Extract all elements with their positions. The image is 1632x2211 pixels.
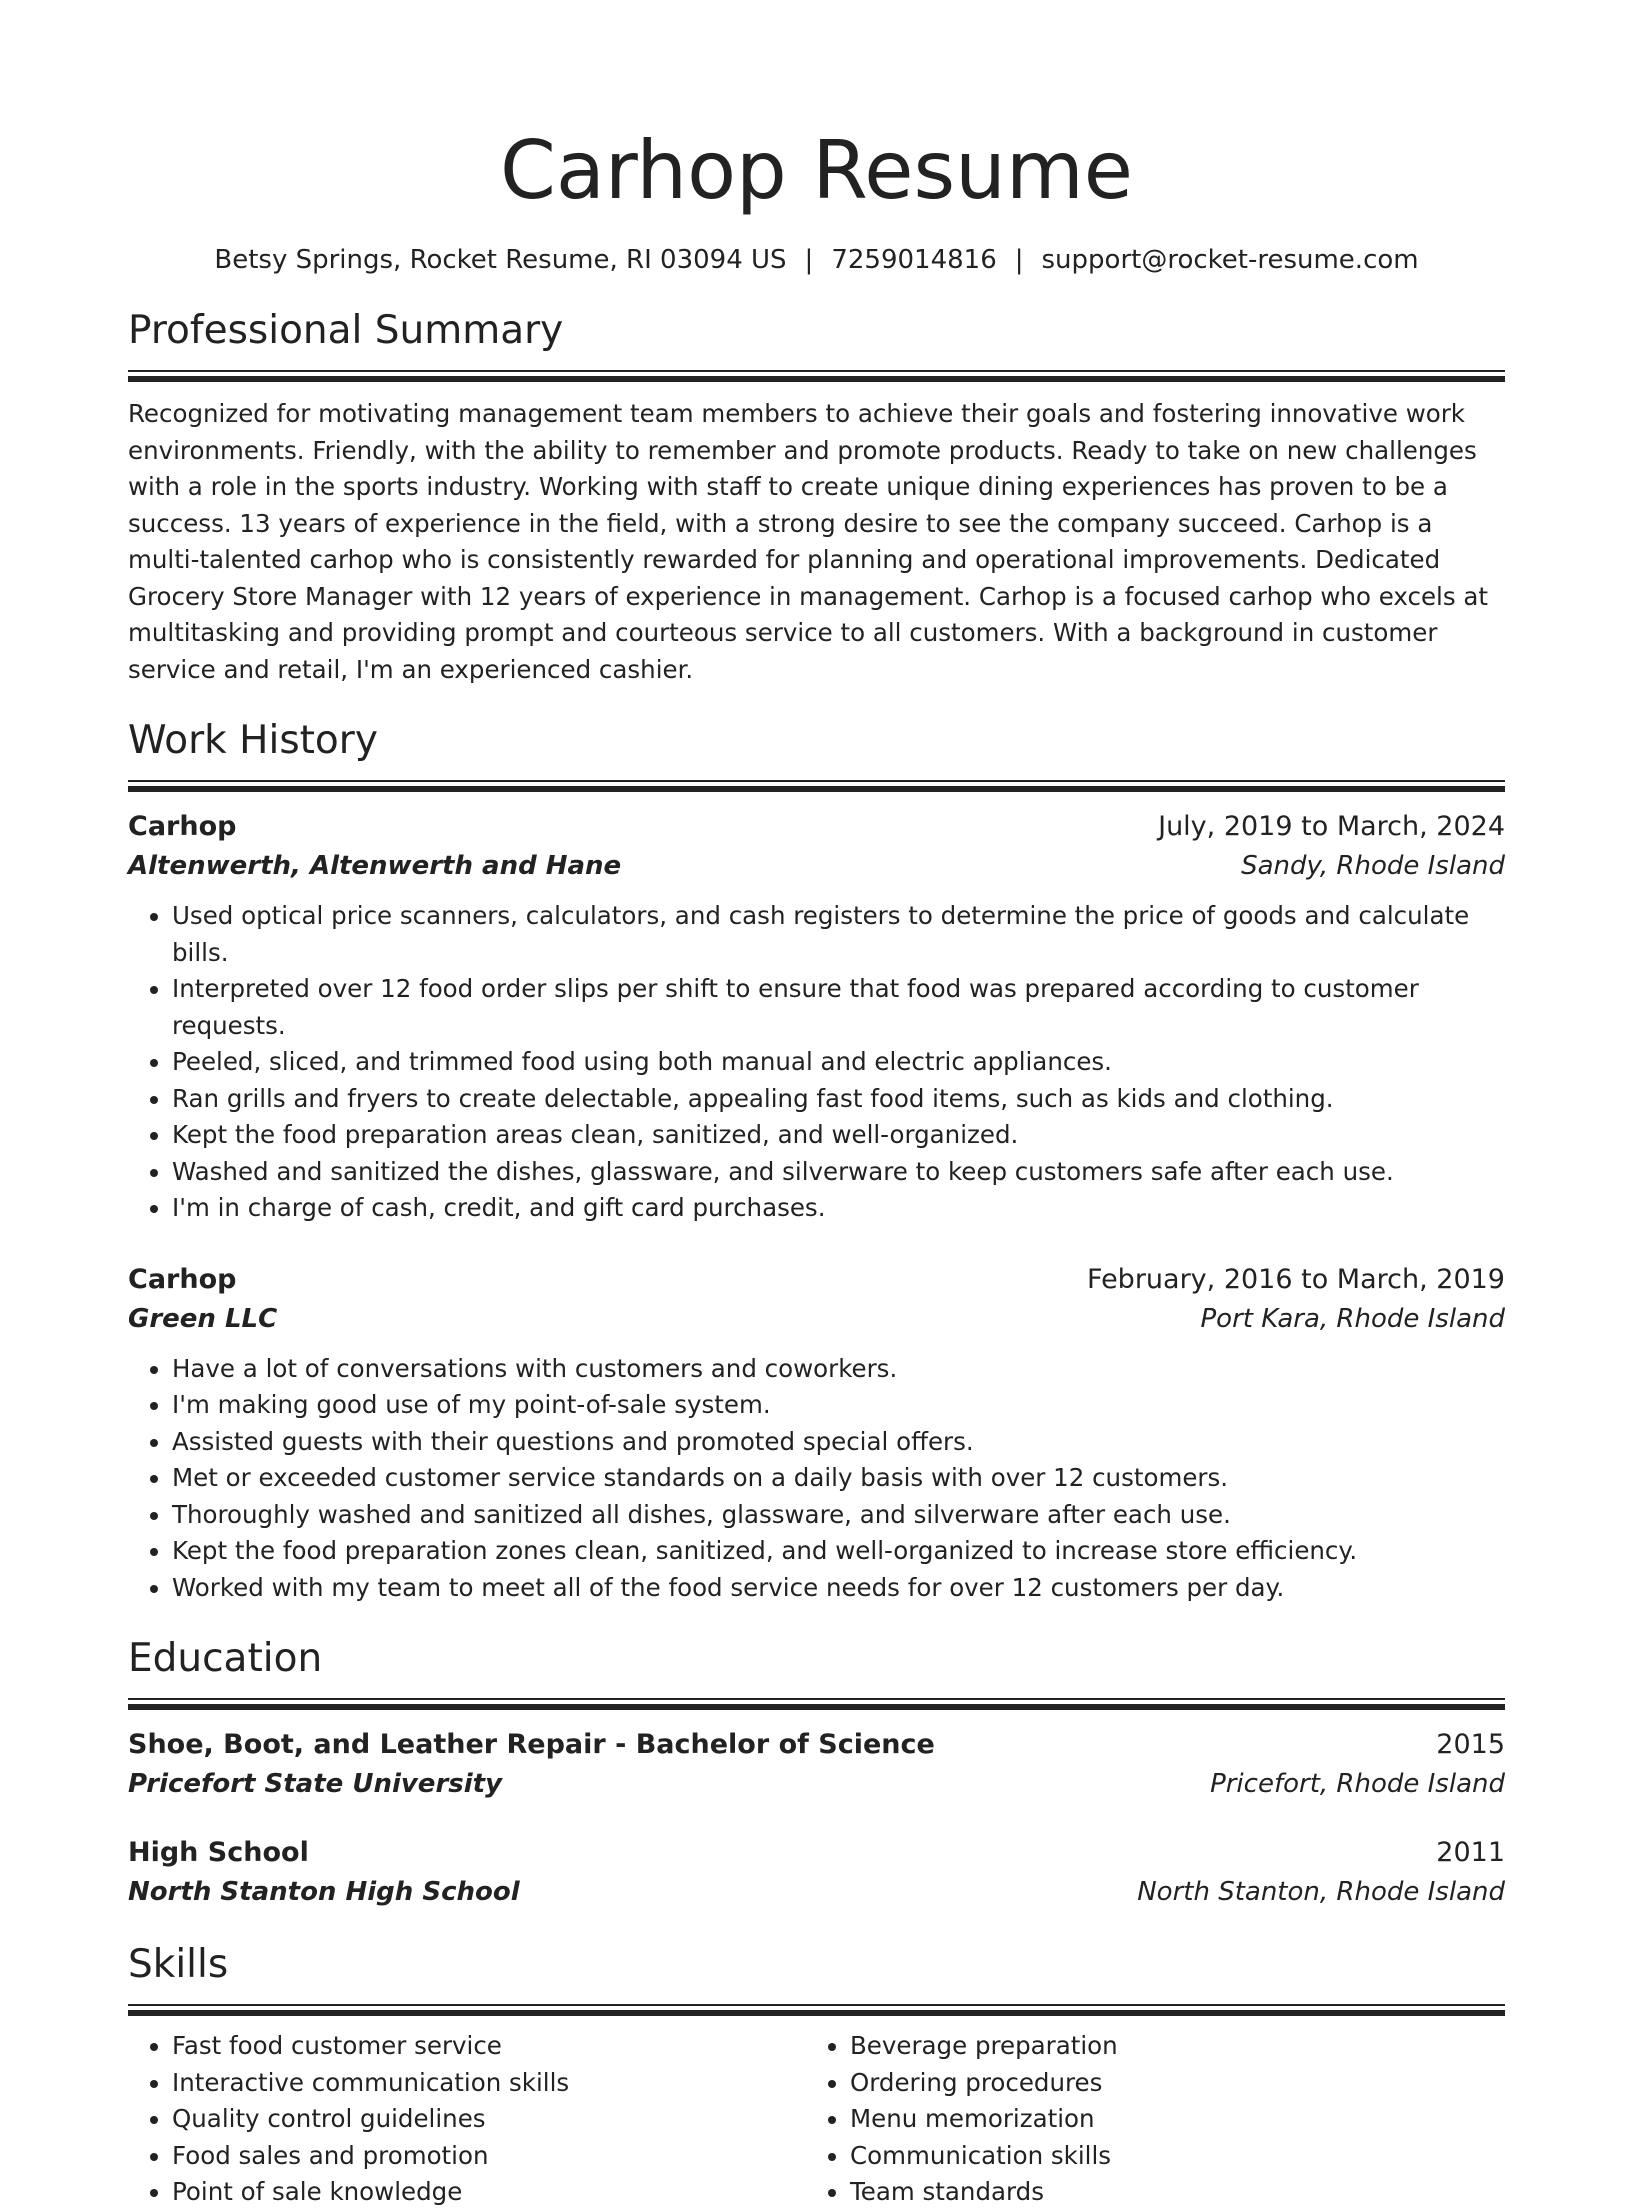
- skill-item: • Communication skills: [850, 2138, 1484, 2175]
- skill-item: • Interactive communication skills: [172, 2065, 806, 2102]
- contact-address: Betsy Springs, Rocket Resume, RI 03094 US: [214, 245, 787, 275]
- section-divider: [128, 370, 1505, 382]
- section-divider: [128, 780, 1505, 792]
- job-location: Sandy, Rhode Island: [1241, 851, 1505, 881]
- job-role: Carhop: [128, 811, 237, 842]
- list-item: • Used optical price scanners, calculators, and cash registers to determine the price of goods and calculate bills.: [172, 898, 1505, 971]
- list-item: • Washed and sanitized the dishes, glassware, and silverware to keep customers safe after each use.: [172, 1154, 1505, 1191]
- contact-line: [128, 242, 1505, 278]
- resume-title: Carhop Resume: [500, 124, 1133, 217]
- contact-email: support@rocket-resume.com: [1041, 245, 1419, 275]
- job-dates: February, 2016 to March, 2019: [1087, 1263, 1505, 1295]
- skill-item: • Point of sale knowledge: [172, 2174, 806, 2211]
- skill-item: • Beverage preparation: [850, 2028, 1484, 2065]
- job-bullets: [128, 1351, 1505, 1607]
- education-location: Pricefort, Rhode Island: [1210, 1769, 1505, 1799]
- section-divider: [128, 2004, 1505, 2016]
- education-degree: High School: [128, 1837, 309, 1868]
- list-item: • I'm in charge of cash, credit, and gift card purchases.: [172, 1190, 1505, 1227]
- list-item: • Assisted guests with their questions and promoted special offers.: [172, 1424, 1505, 1461]
- education-school: North Stanton High School: [128, 1877, 520, 1907]
- list-item: • Worked with my team to meet all of the food service needs for over 12 customers per day.: [172, 1570, 1505, 1607]
- skills-column-left: [128, 2028, 806, 2211]
- job-company: Green LLC: [128, 1303, 278, 1334]
- contact-phone: 7259014816: [831, 245, 997, 275]
- skill-item: • Menu memorization: [850, 2101, 1484, 2138]
- job-entry: [128, 1261, 1505, 1607]
- list-item: • Interpreted over 12 food order slips per shift to ensure that food was prepared according to customer requests.: [172, 971, 1505, 1044]
- section-education: [128, 1632, 1505, 1912]
- education-year: 2015: [1436, 1729, 1505, 1760]
- list-item: • Peeled, sliced, and trimmed food using both manual and electric appliances.: [172, 1044, 1505, 1081]
- education-entry: [128, 1834, 1505, 1912]
- section-title: Skills: [128, 1942, 229, 1987]
- skill-item: • Food sales and promotion: [172, 2138, 806, 2175]
- section-summary: [128, 304, 1505, 688]
- skill-item: • Ordering procedures: [850, 2065, 1484, 2102]
- skill-item: • Fast food customer service: [172, 2028, 806, 2065]
- job-location: Port Kara, Rhode Island: [1200, 1303, 1505, 1334]
- contact-separator: |: [1014, 245, 1024, 275]
- job-role: Carhop: [128, 1263, 237, 1295]
- list-item: • Have a lot of conversations with customers and coworkers.: [172, 1351, 1505, 1388]
- section-work-history: [128, 714, 1505, 1606]
- contact-separator: |: [804, 245, 814, 275]
- education-school: Pricefort State University: [128, 1769, 503, 1799]
- section-skills: [128, 1938, 1505, 2211]
- education-location: North Stanton, Rhode Island: [1137, 1877, 1505, 1907]
- list-item: • Thoroughly washed and sanitized all dishes, glassware, and silverware after each use.: [172, 1497, 1505, 1534]
- job-company: Altenwerth, Altenwerth and Hane: [128, 851, 622, 881]
- list-item: • Ran grills and fryers to create delectable, appealing fast food items, such as kids and clothing.: [172, 1081, 1505, 1118]
- education-entry: [128, 1726, 1505, 1804]
- job-bullets: [128, 898, 1505, 1227]
- list-item: • Kept the food preparation zones clean, sanitized, and well-organized to increase store efficiency.: [172, 1533, 1505, 1570]
- section-title: Professional Summary: [128, 308, 564, 353]
- education-degree: Shoe, Boot, and Leather Repair - Bachelor of Science: [128, 1729, 935, 1760]
- skills-grid: [128, 2028, 1505, 2211]
- skills-column-right: [806, 2028, 1484, 2211]
- list-item: • I'm making good use of my point-of-sale system.: [172, 1387, 1505, 1424]
- skill-item: • Team standards: [850, 2174, 1484, 2211]
- list-item: • Met or exceeded customer service standards on a daily basis with over 12 customers.: [172, 1460, 1505, 1497]
- list-item: • Kept the food preparation areas clean, sanitized, and well-organized.: [172, 1117, 1505, 1154]
- job-dates: July, 2019 to March, 2024: [1158, 811, 1505, 842]
- job-entry: [128, 808, 1505, 1227]
- summary-text: Recognized for motivating management team members to achieve their goals and fostering innovative work environments. Friendly, with the ability to remember and promote products. Ready to take on new challenges with a role in the sports industry. Working with staff to create unique dining experiences has proven to be a success. 13 years of experience in the field, with a strong desire to see the company succeed. Carhop is a multi-talented carhop who is consistently rewarded for planning and operational improvements. Dedicated Grocery Store Manager with 12 years of experience in management. Carhop is a focused carhop who excels at multitasking and providing prompt and courteous service to all customers. With a background in customer service and retail, I'm an experienced cashier.: [128, 399, 1489, 684]
- section-title: Education: [128, 1636, 323, 1681]
- section-title: Work History: [128, 718, 378, 763]
- education-year: 2011: [1436, 1837, 1505, 1868]
- section-divider: [128, 1698, 1505, 1710]
- skill-item: • Quality control guidelines: [172, 2101, 806, 2138]
